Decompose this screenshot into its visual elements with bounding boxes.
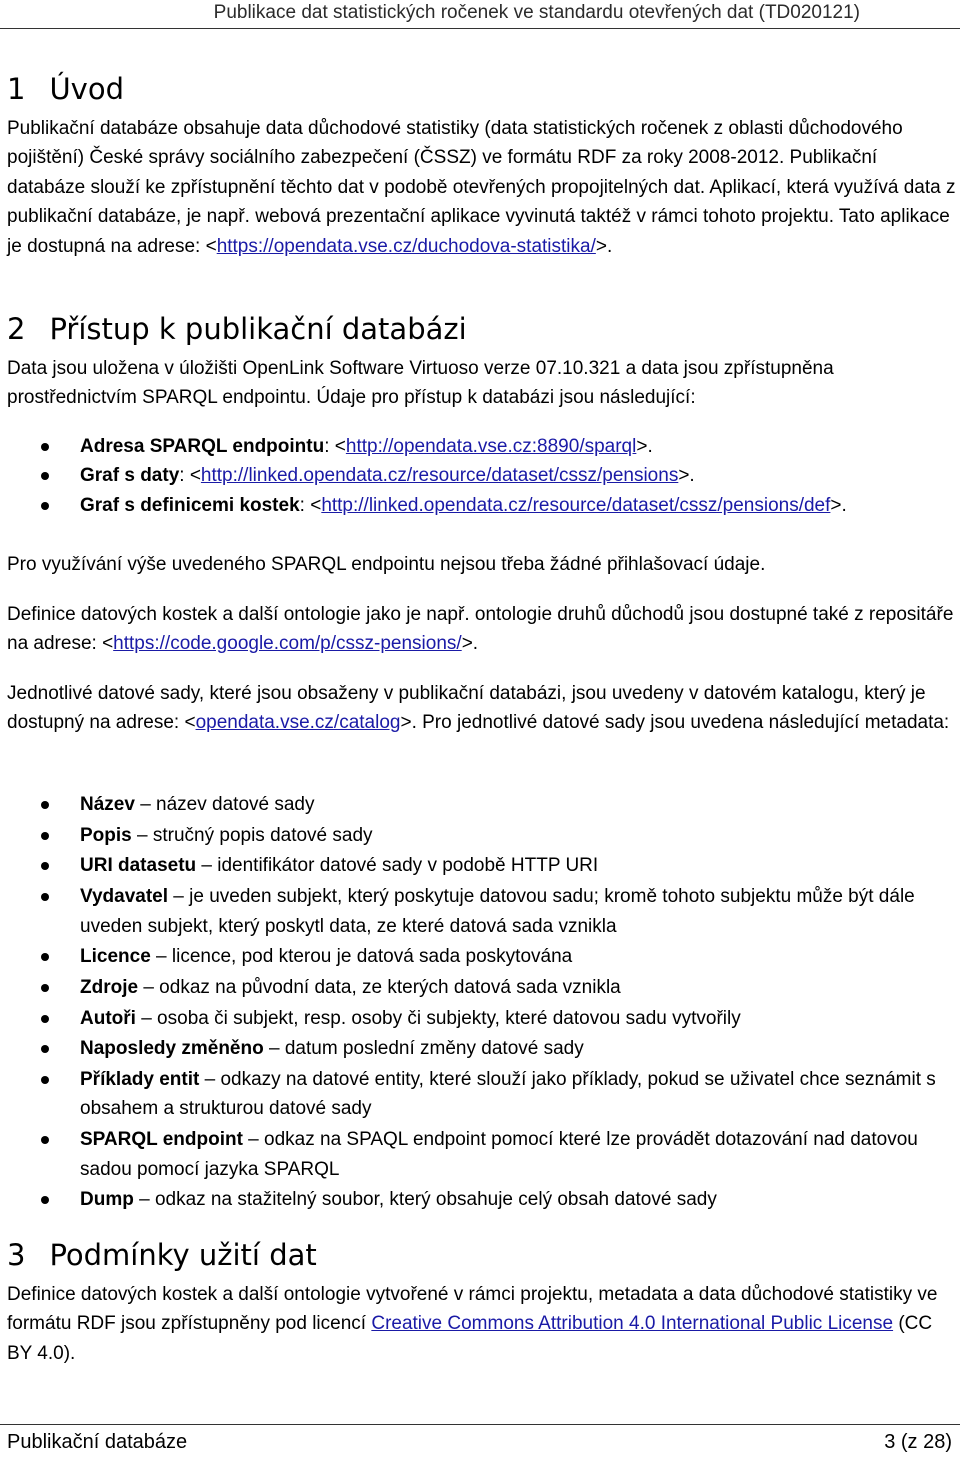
- bullet-icon: [41, 472, 49, 480]
- metadata-term: Název: [80, 794, 135, 815]
- section-number: 1: [7, 72, 26, 106]
- metadata-term: SPARQL endpoint: [80, 1129, 243, 1151]
- header-rule: [0, 28, 960, 29]
- metadata-desc: – odkaz na SPAQL endpoint pomocí které lze provádět dotazování nad datovou sadou pomocí jazyka SPARQL: [80, 1129, 918, 1180]
- list-item: [0, 1185, 940, 1214]
- section-title: Podmínky užití dat: [49, 1238, 317, 1272]
- metadata-term: Zdroje: [80, 976, 139, 998]
- metadata-desc: – je uveden subjekt, který poskytuje datovou sadu; kromě tohoto subjektu může být dále uveden subjekt, který poskytl data, ze které datová sada vznikla: [80, 886, 915, 937]
- bullet-icon: [41, 953, 49, 961]
- access-post: >.: [678, 465, 695, 487]
- section-number: 2: [7, 312, 26, 346]
- repository-link[interactable]: https://code.google.com/p/cssz-pensions/: [113, 633, 462, 655]
- list-item: [0, 882, 940, 941]
- definitions-end: >.: [461, 633, 479, 655]
- bullet-icon: [41, 984, 49, 992]
- bullet-icon: [41, 502, 49, 510]
- access-label: Graf s definicemi kostek: [80, 494, 300, 516]
- list-item: [0, 821, 940, 850]
- list-item: [0, 851, 940, 880]
- bullet-icon: [41, 1045, 49, 1053]
- header-title: Publikace dat statistických ročenek ve standardu otevřených dat (TD020121): [213, 2, 860, 23]
- bullet-icon: [41, 1015, 49, 1023]
- list-item: [0, 491, 940, 520]
- section-number: 3: [7, 1238, 26, 1272]
- list-item: [0, 432, 940, 461]
- license-end: (CC BY 4.0).: [7, 1313, 933, 1364]
- access-list: [0, 432, 960, 520]
- section-heading-pristup: [7, 312, 467, 346]
- bullet-icon: [41, 893, 49, 901]
- license-text: Definice datových kostek a další ontologie vytvořené v rámci projektu, metadata a data důchodové statistiky ve formátu RDF jsou zpřístupněny pod licencí: [7, 1284, 938, 1335]
- footer-title: Publikační databáze: [7, 1431, 188, 1453]
- access-post: >.: [830, 494, 847, 516]
- bullet-icon: [41, 1136, 49, 1144]
- app-link[interactable]: https://opendata.vse.cz/duchodova-statistika/: [216, 235, 596, 257]
- metadata-term: Popis: [80, 824, 132, 846]
- metadata-desc: – datum poslední změny datové sady: [263, 1038, 584, 1060]
- access-pre: : <: [299, 494, 322, 516]
- data-graph-link[interactable]: http://linked.opendata.cz/resource/dataset/cssz/pensions: [200, 465, 679, 487]
- list-item: [0, 973, 940, 1002]
- access-pre: : <: [179, 465, 201, 487]
- bullet-icon: [41, 832, 49, 840]
- metadata-desc: – licence, pod kterou je datová sada poskytována: [150, 946, 573, 968]
- catalog-end: >. Pro jednotlivé datové sady jsou uvedena následující metadata:: [400, 712, 950, 734]
- list-item: [0, 461, 940, 490]
- definitions-text: Definice datových kostek a další ontologie jako je např. ontologie druhů důchodů jsou dostupné také z repositáře na adrese: <: [7, 604, 954, 655]
- section-title: Přístup k publikační databázi: [49, 312, 467, 346]
- intro-text: Publikační databáze obsahuje data důchodové statistiky (data statistických ročenek z oblasti důchodového pojištění) České správy sociálního zabezpečení (ČSSZ) ve formátu RDF za roky 2008-2012. Publikační databáze slouží ke zpřístupnění těchto dat v podobě otevřených propojitelných dat. Aplikací, která využívá data z publikační databáze, je např. webová prezentační aplikace vyvinutá taktéž v rámci tohoto projektu. Tato aplikace je dostupná na adrese: <: [7, 118, 956, 257]
- list-item: [0, 1034, 940, 1063]
- list-item: [0, 1065, 940, 1124]
- catalog-paragraph: [7, 679, 957, 738]
- metadata-desc: – identifikátor datové sady v podobě HTTP URI: [196, 855, 599, 877]
- metadata-desc: – odkaz na stažitelný soubor, který obsahuje celý obsah datové sady: [133, 1189, 717, 1211]
- section-heading-podminky: [7, 1238, 317, 1272]
- section-title: Úvod: [49, 72, 124, 106]
- metadata-desc: – osoba či subjekt, resp. osoby či subjekty, které datovou sadu vytvořily: [135, 1007, 741, 1029]
- metadata-list: [0, 790, 960, 1215]
- definitions-paragraph: [7, 600, 957, 659]
- access-intro-paragraph: Data jsou uložena v úložišti OpenLink Software Virtuoso verze 07.10.321 a data jsou zpřístupněna prostřednictvím SPARQL endpointu. Údaje pro přístup k databázi jsou následující:: [7, 358, 834, 409]
- sparql-endpoint-link[interactable]: http://opendata.vse.cz:8890/sparql: [345, 436, 637, 457]
- metadata-term: URI datasetu: [80, 855, 197, 877]
- metadata-desc: – odkaz na původní data, ze kterých datová sada vznikla: [138, 976, 621, 998]
- metadata-term: Licence: [80, 946, 151, 968]
- metadata-term: Autoři: [80, 1007, 136, 1029]
- list-item: [0, 1004, 940, 1033]
- bullet-icon: [41, 801, 49, 809]
- page-number: 3 (z 28): [884, 1431, 952, 1453]
- access-post: >.: [636, 436, 653, 457]
- list-item: [0, 1125, 940, 1184]
- license-paragraph: [7, 1280, 957, 1368]
- metadata-term: Naposledy změněno: [80, 1038, 264, 1060]
- section-heading-uvod: [7, 72, 124, 106]
- intro-text-end: >.: [595, 235, 613, 257]
- license-link[interactable]: Creative Commons Attribution 4.0 International Public License: [371, 1313, 894, 1335]
- catalog-link[interactable]: opendata.vse.cz/catalog: [195, 712, 401, 734]
- intro-paragraph: [7, 114, 957, 261]
- metadata-term: Příklady entit: [80, 1069, 200, 1091]
- bullet-icon: [41, 443, 49, 451]
- def-graph-link[interactable]: http://linked.opendata.cz/resource/dataset/cssz/pensions/def: [321, 494, 831, 516]
- bullet-icon: [41, 1196, 49, 1204]
- bullet-icon: [41, 1076, 49, 1084]
- metadata-term: Dump: [80, 1189, 134, 1211]
- list-item: [0, 790, 940, 819]
- access-pre: : <: [324, 436, 346, 457]
- metadata-term: Vydavatel: [80, 886, 169, 908]
- access-label: Graf s daty: [80, 465, 180, 487]
- no-login-paragraph: Pro využívání výše uvedeného SPARQL endpointu nejsou třeba žádné přihlašovací údaje.: [7, 554, 766, 575]
- metadata-desc: – název datové sady: [134, 794, 315, 815]
- metadata-desc: – odkazy na datové entity, které slouží jako příklady, pokud se uživatel chce seznámit s obsahem a strukturou datové sady: [80, 1069, 936, 1120]
- list-item: [0, 942, 940, 971]
- metadata-desc: – stručný popis datové sady: [131, 824, 373, 846]
- bullet-icon: [41, 862, 49, 870]
- catalog-text: Jednotlivé datové sady, které jsou obsaženy v publikační databázi, jsou uvedeny v datovém katalogu, který je dostupný na adrese: <: [7, 683, 926, 734]
- access-label: Adresa SPARQL endpointu: [80, 436, 325, 457]
- footer-rule: [0, 1424, 960, 1425]
- page-header: [0, 0, 960, 30]
